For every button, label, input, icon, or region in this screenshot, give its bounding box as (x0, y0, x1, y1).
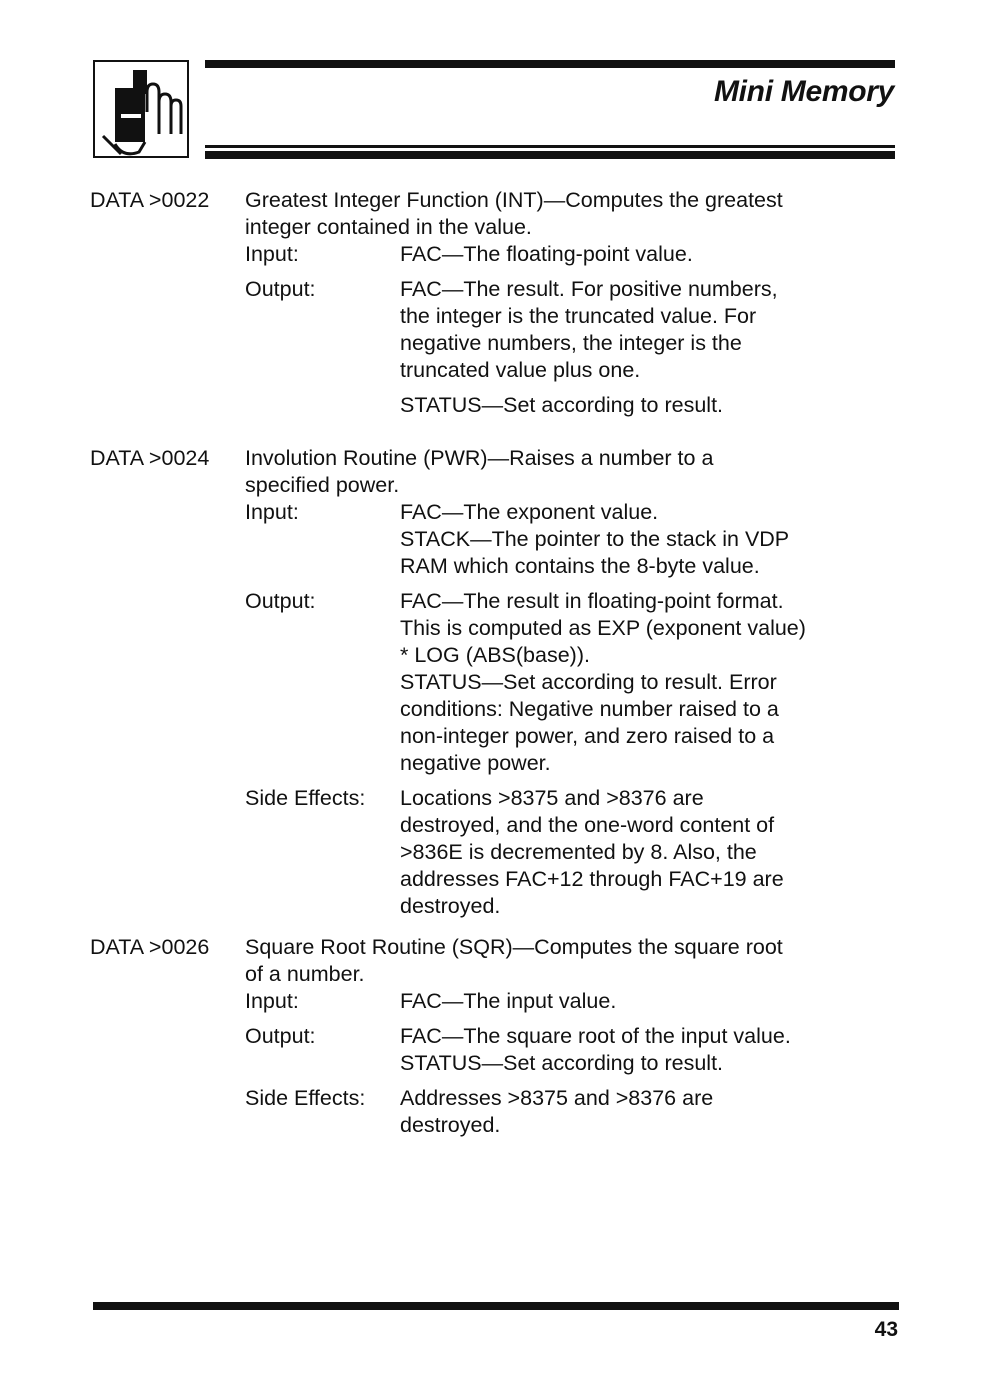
field-label: Side Effects: (245, 1086, 366, 1110)
field-value: FAC—The result in floating-point format. This is computed as EXP (exponent value) * LOG (ABS(base)). STATUS—Set according to result. Error conditions: Negative number raised to a non-integer power, and zero raised to a negative power. (400, 589, 806, 775)
field-label: Output: (245, 589, 316, 613)
field-label: Output: (245, 277, 316, 301)
entry-code: DATA >0024 (90, 446, 210, 470)
field-input (245, 241, 870, 268)
header-top-rule (205, 60, 895, 68)
field-value: FAC—The input value. (400, 989, 617, 1013)
field-output (245, 588, 870, 777)
field-label: Side Effects: (245, 786, 366, 810)
entry-pwr (90, 445, 870, 920)
entry-code: DATA >0026 (90, 935, 210, 959)
field-status (245, 392, 870, 419)
field-label: Input: (245, 242, 299, 266)
header-bottom-rule-thick (205, 151, 895, 159)
entry-sqr (90, 934, 870, 1139)
field-input (245, 988, 870, 1015)
field-side-effects (245, 785, 870, 920)
footer-rule (93, 1302, 899, 1310)
page-title: Mini Memory (713, 75, 894, 108)
field-label: Output: (245, 1024, 316, 1048)
field-input (245, 499, 870, 580)
field-label: Input: (245, 989, 299, 1013)
entry-description: Involution Routine (PWR)—Raises a number to a specified power. (245, 446, 714, 497)
header-bottom-rule-thin (205, 145, 895, 148)
field-label: Input: (245, 500, 299, 524)
hand-on-chip-icon (93, 60, 189, 158)
field-value: Addresses >8375 and >8376 are destroyed. (400, 1086, 714, 1137)
field-value: FAC—The exponent value. STACK—The pointer to the stack in VDP RAM which contains the 8-byte value. (400, 500, 790, 578)
entry-description: Greatest Integer Function (INT)—Computes the greatest integer contained in the value. (245, 188, 783, 239)
page-number: 43 (874, 1318, 898, 1341)
field-value: FAC—The floating-point value. (400, 242, 693, 266)
entry-description: Square Root Routine (SQR)—Computes the square root of a number. (245, 935, 783, 986)
field-output (245, 276, 870, 384)
field-value: Locations >8375 and >8376 are destroyed, and the one-word content of >836E is decremented by 8. Also, the addresses FAC+12 through FAC+19 are destroyed. (400, 786, 784, 918)
field-output (245, 1023, 870, 1077)
field-side-effects (245, 1085, 870, 1139)
field-value: FAC—The result. For positive numbers, the integer is the truncated value. For negative numbers, the integer is the truncated value plus one. (400, 277, 778, 382)
entry-int (90, 187, 870, 419)
entry-code: DATA >0022 (90, 188, 210, 212)
field-value: STATUS—Set according to result. (400, 393, 724, 417)
field-value: FAC—The square root of the input value. STATUS—Set according to result. (400, 1024, 791, 1075)
